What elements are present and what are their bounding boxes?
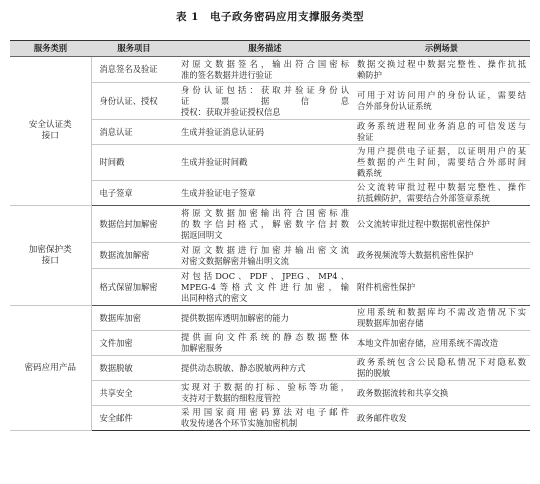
- cell-line: 接口: [41, 255, 59, 266]
- table-header-row: [10, 41, 530, 57]
- example-scenario-cell: [353, 57, 530, 83]
- service-item-cell: 格式保留加解密: [91, 269, 177, 306]
- service-description-cell: [177, 206, 353, 243]
- cell-line: 现数据库加密存储: [357, 318, 424, 328]
- service-description-cell: [177, 381, 353, 406]
- example-scenario-cell: [353, 381, 530, 406]
- cell-line: 合外部身份认证系统: [357, 101, 432, 111]
- service-item-cell: 电子签章: [91, 181, 177, 206]
- example-scenario-cell: [353, 145, 530, 181]
- cell-line: 证票据信息: [181, 95, 349, 106]
- service-description-cell: [177, 83, 353, 120]
- cell-line: 可用于对访问用户的身份认证，需要结: [357, 90, 526, 100]
- cell-line: 生成并验证消息认证码: [181, 126, 264, 137]
- cell-line: 实现对于数据的打标、验标等功能，: [181, 382, 349, 392]
- example-scenario-cell: [353, 206, 530, 243]
- service-item-cell: 消息签名及验证: [91, 57, 177, 83]
- example-scenario-cell: [353, 269, 530, 306]
- cell-line: 安全认证类: [28, 120, 72, 130]
- service-description-cell: [177, 57, 353, 83]
- cell-line: 附件机密性保护: [357, 281, 416, 292]
- cell-line: 据返回明文: [181, 229, 223, 240]
- table-title: 表 1 电子政务密码应用支撑服务类型: [176, 11, 364, 23]
- cell-line: 对包括DOC、PDF、JPEG、MP4、: [181, 270, 349, 281]
- service-item-cell: 文件加密: [91, 331, 177, 356]
- example-scenario-cell: [353, 331, 530, 356]
- cell-line: 密码应用产品: [24, 362, 77, 373]
- service-item-cell: 数据库加密: [91, 306, 177, 331]
- cell-line: 对密文数据解密并输出明文流: [181, 255, 289, 266]
- service-item-cell: 消息认证: [91, 120, 177, 145]
- cell-line: 政务系统包含公民隐私情况下对隐私数: [357, 357, 526, 367]
- header-scenario: 示例场景: [353, 41, 530, 57]
- category-cell: [10, 206, 91, 306]
- example-scenario-cell: [353, 83, 530, 120]
- cell-line: 加密保护类: [28, 244, 72, 255]
- cell-line: 身份认证包括：获取并验证身份认: [181, 84, 349, 95]
- cell-line: 生成并验证电子签章: [181, 187, 256, 198]
- example-scenario-cell: [353, 406, 530, 431]
- cell-line: 的数字信封格式，解密数字信封数: [181, 218, 349, 229]
- cell-line: 生成并验证时间戳: [181, 157, 248, 167]
- table-body: [10, 57, 530, 431]
- cell-line: 应用系统和数据库均不需改造情况下实: [357, 307, 526, 317]
- table-row: [10, 57, 530, 83]
- cell-line: 采用国家商用密码算法对电子邮件: [181, 407, 349, 417]
- service-description-cell: [177, 120, 353, 145]
- example-scenario-cell: [353, 306, 530, 331]
- example-scenario-cell: [353, 181, 530, 206]
- cell-line: 政务视频流等大数据机密性保护: [357, 250, 474, 260]
- service-description-cell: [177, 331, 353, 356]
- cell-line: 加解密服务: [181, 343, 223, 353]
- service-description-cell: [177, 406, 353, 431]
- cell-line: 戳系统: [357, 168, 382, 178]
- header-category: 服务类别: [10, 41, 91, 57]
- cell-line: 公文流转审批过程中数据机密性保护: [357, 218, 490, 229]
- service-description-cell: [177, 145, 353, 181]
- service-item-cell: 时间戳: [91, 145, 177, 181]
- cell-line: 政务数据流转和共享交换: [357, 387, 449, 398]
- header-item: 服务项目: [91, 41, 177, 57]
- service-item-cell: 安全邮件: [91, 406, 177, 431]
- table-row: [10, 306, 530, 331]
- cell-line: 支持对于数据的细粒度管控: [181, 393, 281, 403]
- service-item-cell: 数据流加解密: [91, 243, 177, 269]
- cell-line: 验证: [357, 132, 374, 142]
- service-item-cell: 身份认证、授权: [91, 83, 177, 120]
- cell-line: 提供动态脱敏、静态脱敏两种方式: [181, 362, 306, 373]
- cell-line: 本地文件加密存储，应用系统不需改造: [357, 337, 499, 348]
- service-description-cell: [177, 306, 353, 331]
- table-row: [10, 206, 530, 243]
- cell-line: 政务邮件收发: [357, 412, 407, 423]
- cell-line: 据的脱敏: [357, 368, 391, 378]
- cell-line: 数据交换过程中数据完整性、操作抗抵: [357, 58, 526, 69]
- cell-line: 抗抵赖防护，需要结合外部签章系统: [357, 193, 490, 203]
- service-description-cell: [177, 243, 353, 269]
- category-cell: [10, 57, 91, 206]
- cell-line: 对原文数据进行加密并输出密文流: [181, 244, 349, 255]
- cell-line: 准的签名数据并进行验证: [181, 69, 273, 80]
- service-item-cell: 共享安全: [91, 381, 177, 406]
- service-description-cell: [177, 269, 353, 306]
- cell-line: 些数据的产生时间，需要结合外部时间: [357, 157, 526, 167]
- example-scenario-cell: [353, 243, 530, 269]
- cell-line: 出同种格式的密文: [181, 292, 248, 303]
- header-description: 服务描述: [177, 41, 353, 57]
- cell-line: 授权：获取并验证授权信息: [181, 106, 281, 117]
- service-item-cell: 数据脱敏: [91, 356, 177, 381]
- cell-line: 对原文数据签名，输出符合国密标: [181, 58, 349, 69]
- cell-line: 收发传递各个环节实施加密机制: [181, 418, 298, 428]
- service-description-cell: [177, 356, 353, 381]
- service-types-table: [10, 40, 530, 431]
- cell-line: 提供面向文件系统的静态数据整体: [181, 332, 349, 342]
- cell-line: 接口: [41, 131, 59, 141]
- category-cell: [10, 306, 91, 431]
- example-scenario-cell: [353, 356, 530, 381]
- example-scenario-cell: [353, 120, 530, 145]
- service-item-cell: 数据信封加解密: [91, 206, 177, 243]
- cell-line: MPEG-4等格式文件进行加密，输: [181, 281, 349, 292]
- cell-line: 将原文数据加密输出符合国密标准: [181, 207, 349, 218]
- service-description-cell: [177, 181, 353, 206]
- cell-line: 赖防护: [357, 69, 382, 80]
- cell-line: 为用户提供电子证据，以证明用户的某: [357, 146, 526, 156]
- cell-line: 提供数据库透明加解密的能力: [181, 312, 289, 323]
- cell-line: 政务系统进程间业务消息的可信发送与: [357, 121, 526, 131]
- cell-line: 公文流转审批过程中数据完整性、操作: [357, 182, 526, 192]
